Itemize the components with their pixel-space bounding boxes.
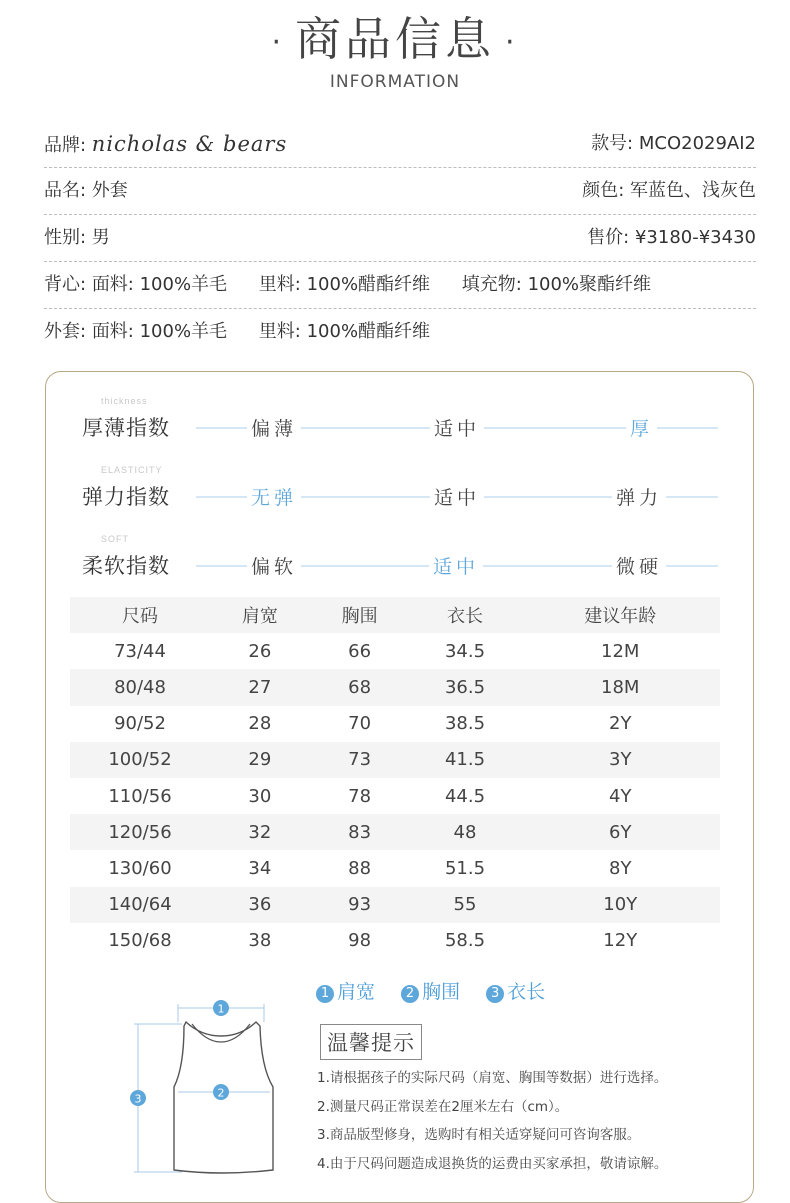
info-row-coat [44,309,756,355]
scale-en-label: thickness [101,396,148,406]
table-cell: 29 [248,749,272,771]
scale-option: 偏软 [247,552,301,579]
table-cell: 98 [348,930,372,952]
table-cell: 90/52 [114,713,166,735]
table-cell: 66 [348,640,372,662]
tip-item: 1.请根据孩子的实际尺码（肩宽、胸围等数据）进行选择。 [317,1070,668,1086]
table-cell: 3Y [609,749,632,771]
coat-lining: 里料: 100%醋酯纤维 [258,321,431,342]
table-cell: 73 [348,749,372,771]
product-name: 品名: 外套 [44,180,128,201]
table-cell: 88 [348,857,372,879]
table-cell: 34 [248,857,272,879]
table-cell: 28 [248,713,272,735]
legend-item [316,981,375,1003]
style-number: 款号: MCO2029AI2 [591,133,756,154]
legend-item [401,981,460,1003]
table-row [70,814,720,850]
title-dot-left: · [271,24,285,60]
number-2-icon: 2 [401,985,419,1003]
table-header: 尺码 [122,606,158,628]
measurement-legend [316,977,565,1004]
page-subtitle: INFORMATION [329,71,461,92]
table-cell: 6Y [609,821,632,843]
scale-en-label: ELASTICITY [101,465,163,475]
table-cell: 93 [348,894,372,916]
table-cell: 36.5 [444,676,486,698]
tip-item: 2.测量尺码正常误差在2厘米左右（cm）。 [317,1098,569,1115]
tip-item: 3.商品版型修身，选购时有相关适穿疑问可咨询客服。 [317,1127,641,1143]
table-cell: 120/56 [108,821,172,843]
scale-en-label: SOFT [101,534,129,544]
table-cell: 38 [248,930,272,952]
info-row-vest [44,262,756,309]
table-cell: 48 [453,821,477,843]
table-cell: 83 [348,821,372,843]
table-header-row [70,597,720,633]
info-row-brand [44,121,756,168]
table-cell: 12Y [603,930,638,952]
table-row [70,706,720,742]
scale-option: 适中 [430,483,484,510]
header [0,12,790,92]
table-cell: 32 [248,821,272,843]
table-cell: 110/56 [108,785,172,807]
table-header: 肩宽 [241,606,278,628]
table-header: 建议年龄 [584,606,657,628]
scale-option: 弹力 [612,483,666,510]
table-row [70,923,720,959]
marker-1: 1 [217,1002,225,1016]
table-row [70,850,720,886]
vest-diagram-icon [126,992,286,1187]
table-header: 衣长 [446,606,483,628]
page-title [0,12,790,70]
title-dot-right: · [505,24,519,60]
table-cell: 2Y [609,713,632,735]
brand-label: 品牌: [44,135,92,156]
brand-name: nicholas & bears [91,132,288,156]
detail-card [45,371,754,1203]
vest-label: 背心: [44,274,87,295]
coat-label: 外套: [44,321,87,342]
number-1-icon: 1 [316,985,334,1003]
coat-fabric: 面料: 100%羊毛 [91,321,228,342]
table-row [70,669,720,705]
scale-option-selected: 无弹 [247,483,301,510]
legend-label: 衣长 [507,981,546,1003]
product-info [44,121,756,355]
number-3-icon: 3 [486,985,504,1003]
table-row [70,742,720,778]
table-cell: 36 [248,894,272,916]
table-cell: 30 [248,785,272,807]
table-cell: 68 [348,676,372,698]
info-row-gender [44,215,756,262]
scale-elasticity [46,465,753,525]
table-row [70,633,720,669]
tip-item: 4.由于尺码问题造成退换货的运费由买家承担，敬请谅解。 [317,1155,668,1172]
product-price: 售价: ¥3180-¥3430 [587,227,756,248]
legend-label: 胸围 [422,981,461,1003]
table-cell: 34.5 [444,640,486,662]
table-cell: 100/52 [108,749,172,771]
legend-item [486,981,545,1003]
table-cell: 70 [348,713,372,735]
table-cell: 18M [601,676,640,698]
title-text: 商品信息 [295,12,495,66]
table-cell: 78 [348,785,372,807]
scale-option: 偏薄 [247,414,301,441]
vest-fabric: 面料: 100%羊毛 [91,274,228,295]
table-cell: 58.5 [444,930,486,952]
table-cell: 130/60 [108,857,172,879]
table-row [70,778,720,814]
table-cell: 4Y [609,785,632,807]
scale-label: 柔软指数 [82,554,170,578]
marker-2: 2 [217,1086,225,1100]
scale-label: 弹力指数 [82,485,170,509]
scale-option: 适中 [430,414,484,441]
table-cell: 73/44 [114,640,166,662]
table-cell: 26 [248,640,272,662]
table-cell: 41.5 [444,749,486,771]
tips-title: 温馨提示 [320,1024,422,1060]
product-color: 颜色: 军蓝色、浅灰色 [582,180,756,201]
table-cell: 44.5 [444,785,486,807]
table-row [70,887,720,923]
product-gender: 性别: 男 [44,227,110,248]
scale-softness [46,534,753,594]
table-cell: 80/48 [114,676,166,698]
marker-3: 3 [134,1092,142,1106]
scale-thickness [46,396,753,456]
table-cell: 12M [601,640,640,662]
vest-filling: 填充物: 100%聚酯纤维 [461,274,652,295]
table-cell: 10Y [603,894,638,916]
scale-option-selected: 厚 [626,414,657,441]
info-row-name [44,168,756,215]
table-cell: 55 [453,894,477,916]
table-cell: 51.5 [444,857,486,879]
size-table [70,597,720,959]
scale-option-selected: 适中 [429,552,483,579]
table-cell: 38.5 [444,713,486,735]
legend-label: 肩宽 [337,981,376,1003]
scale-option: 微硬 [612,552,666,579]
table-cell: 27 [248,676,272,698]
table-cell: 140/64 [108,894,172,916]
table-cell: 150/68 [108,930,172,952]
vest-lining: 里料: 100%醋酯纤维 [258,274,431,295]
tips-list [317,1064,737,1178]
table-cell: 8Y [609,857,632,879]
table-header: 胸围 [341,606,378,628]
scale-label: 厚薄指数 [82,416,170,440]
